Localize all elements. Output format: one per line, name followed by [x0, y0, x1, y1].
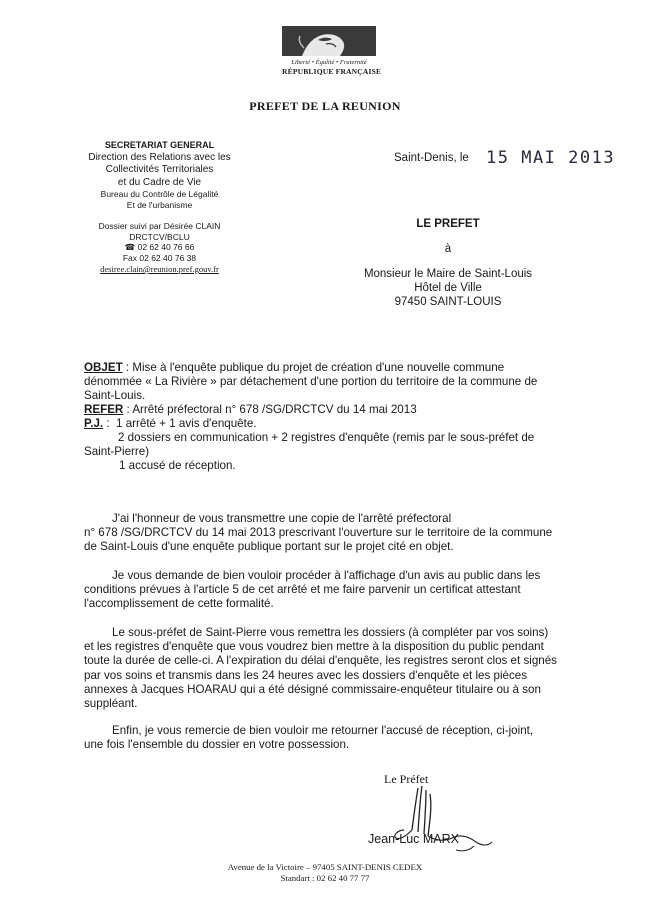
- body-line: Le sous-préfet de Saint-Pierre vous remettra les dossiers (à compléter par vos soins): [112, 626, 549, 639]
- subject-pj: P.J. : 1 arrêté + 1 avis d'enquête.: [84, 417, 257, 430]
- logo-motto: Liberté • Égalité • Fraternité: [291, 59, 367, 66]
- sender-fax: Fax 02 62 40 76 38: [122, 252, 197, 263]
- recipient-line: Hôtel de Ville: [414, 282, 482, 294]
- objet-text: dénommée « La Rivière » par détachement d'une portion du territoire de la commune de: [84, 375, 538, 389]
- recipient-line: 97450 SAINT-LOUIS: [394, 296, 502, 308]
- footer-phone: Standart : 02 62 40 77 77: [280, 873, 370, 883]
- signer-title: Le Préfet: [384, 772, 429, 786]
- body-line: par vos soins et transmis dans les 24 heures avec les dossiers d'enquête et les pièces: [84, 668, 528, 682]
- pj-item: 2 dossiers en communication + 2 registres d'enquête (remis par le sous-préfet de: [118, 431, 535, 444]
- sender-direction-line: Direction des Relations avec les: [88, 151, 231, 163]
- marianne-emblem-icon: [282, 26, 376, 56]
- objet-label: OBJET: [84, 361, 123, 374]
- marianne-logo: [282, 26, 382, 84]
- sender-followed-by: Dossier suivi par Désirée CLAIN: [98, 221, 221, 231]
- sender-direction-line: Collectivités Territoriales: [105, 164, 214, 175]
- pj-item: 1 accusé de réception.: [119, 459, 236, 472]
- sender-block: [52, 139, 267, 276]
- date-place: Saint-Denis, le: [394, 152, 469, 164]
- body-line: J'ai l'honneur de vous transmettre une copie de l'arrêté préfectoral: [112, 512, 452, 525]
- body-line: toute la durée de celle-ci. A l'expiration du délai d'enquête, les registres seront clos et signés: [84, 654, 557, 668]
- body-line: conditions prévues à l'article 5 de cet arrêté et me faire parvenir un certificat attestant: [84, 583, 521, 597]
- body-line: l'accomplissement de cette formalité.: [84, 597, 274, 611]
- refer-label: REFER: [84, 403, 124, 416]
- pj-item: 1 arrêté + 1 avis d'enquête.: [116, 417, 257, 430]
- body-paragraph: [84, 724, 578, 752]
- pj-item: Saint-Pierre): [84, 445, 150, 459]
- sender-service: SECRETARIAT GENERAL: [104, 140, 215, 150]
- recipient-line: Monsieur le Maire de Saint-Louis: [363, 268, 533, 280]
- body-line: annexes à Jacques HOARAU qui a été désigné commissaire-enquêteur titulaire ou à son: [84, 682, 541, 696]
- sender-title: LE PREFET: [416, 218, 480, 230]
- body-line: suppléant.: [84, 697, 138, 711]
- subject-objet: OBJET : Mise à l'enquête publique du projet de création d'une nouvelle commune dénommée « La Rivière » par détachement d'une portion du territoire de la commune de Saint-Louis.: [84, 361, 578, 404]
- body-line: et les registres d'enquête que vous voudrez bien mettre à la disposition du public pendant: [84, 640, 544, 654]
- recipient-to-word: à: [444, 243, 452, 255]
- sender-direction-line: et du Cadre de Vie: [117, 176, 202, 188]
- logo-republic-text: RÉPUBLIQUE FRANÇAISE: [282, 67, 382, 76]
- sender-bureau-line: Bureau du Contrôle de Légalité: [100, 189, 219, 199]
- body-line: n° 678 /SG/DRCTCV du 14 mai 2013 prescrivant l'ouverture sur le territoire de la commune: [84, 526, 553, 540]
- pj-label: P.J.: [84, 417, 104, 430]
- sender-phone: ☎ 02 62 40 76 66: [124, 242, 195, 252]
- date-stamp: 15 MAI 2013: [486, 148, 616, 168]
- sender-email-link[interactable]: desiree.clain@reunion.pref.gouv.fr: [100, 264, 219, 274]
- body-line: Enfin, je vous remercie de bien vouloir me retourner l'accusé de réception, ci-joint,: [112, 724, 534, 737]
- sender-bureau-line: Et de l'urbanisme: [126, 199, 193, 210]
- refer-text: Arrêté préfectoral n° 678 /SG/DRCTCV du 14 mai 2013: [132, 403, 417, 416]
- body-paragraph: [84, 626, 578, 711]
- body-line: de Saint-Louis d'une enquête publique portant sur le projet cité en objet.: [84, 540, 454, 554]
- subject-refer: REFER : Arrêté préfectoral n° 678 /SG/DRCTCV du 14 mai 2013: [84, 403, 417, 416]
- recipient-block: [338, 217, 558, 309]
- prefecture-title: PREFET DE LA REUNION: [249, 99, 401, 113]
- objet-text: Saint-Louis.: [84, 389, 146, 403]
- objet-text: Mise à l'enquête publique du projet de création d'une nouvelle commune: [132, 361, 505, 374]
- body-line: Je vous demande de bien vouloir procéder à l'affichage d'un avis au public dans les: [112, 569, 541, 582]
- body-line: une fois l'ensemble du dossier en votre possession.: [84, 738, 350, 752]
- pj-item-block: [84, 431, 578, 459]
- body-paragraph: [84, 569, 578, 612]
- signer-name: Jean-Luc MARX: [368, 832, 460, 846]
- sender-reference: DRCTCV/BCLU: [129, 231, 190, 242]
- footer: [0, 862, 650, 884]
- body-paragraph: [84, 512, 578, 555]
- footer-address: Avenue de la Victoire – 97405 SAINT-DENIS CEDEX: [227, 862, 423, 872]
